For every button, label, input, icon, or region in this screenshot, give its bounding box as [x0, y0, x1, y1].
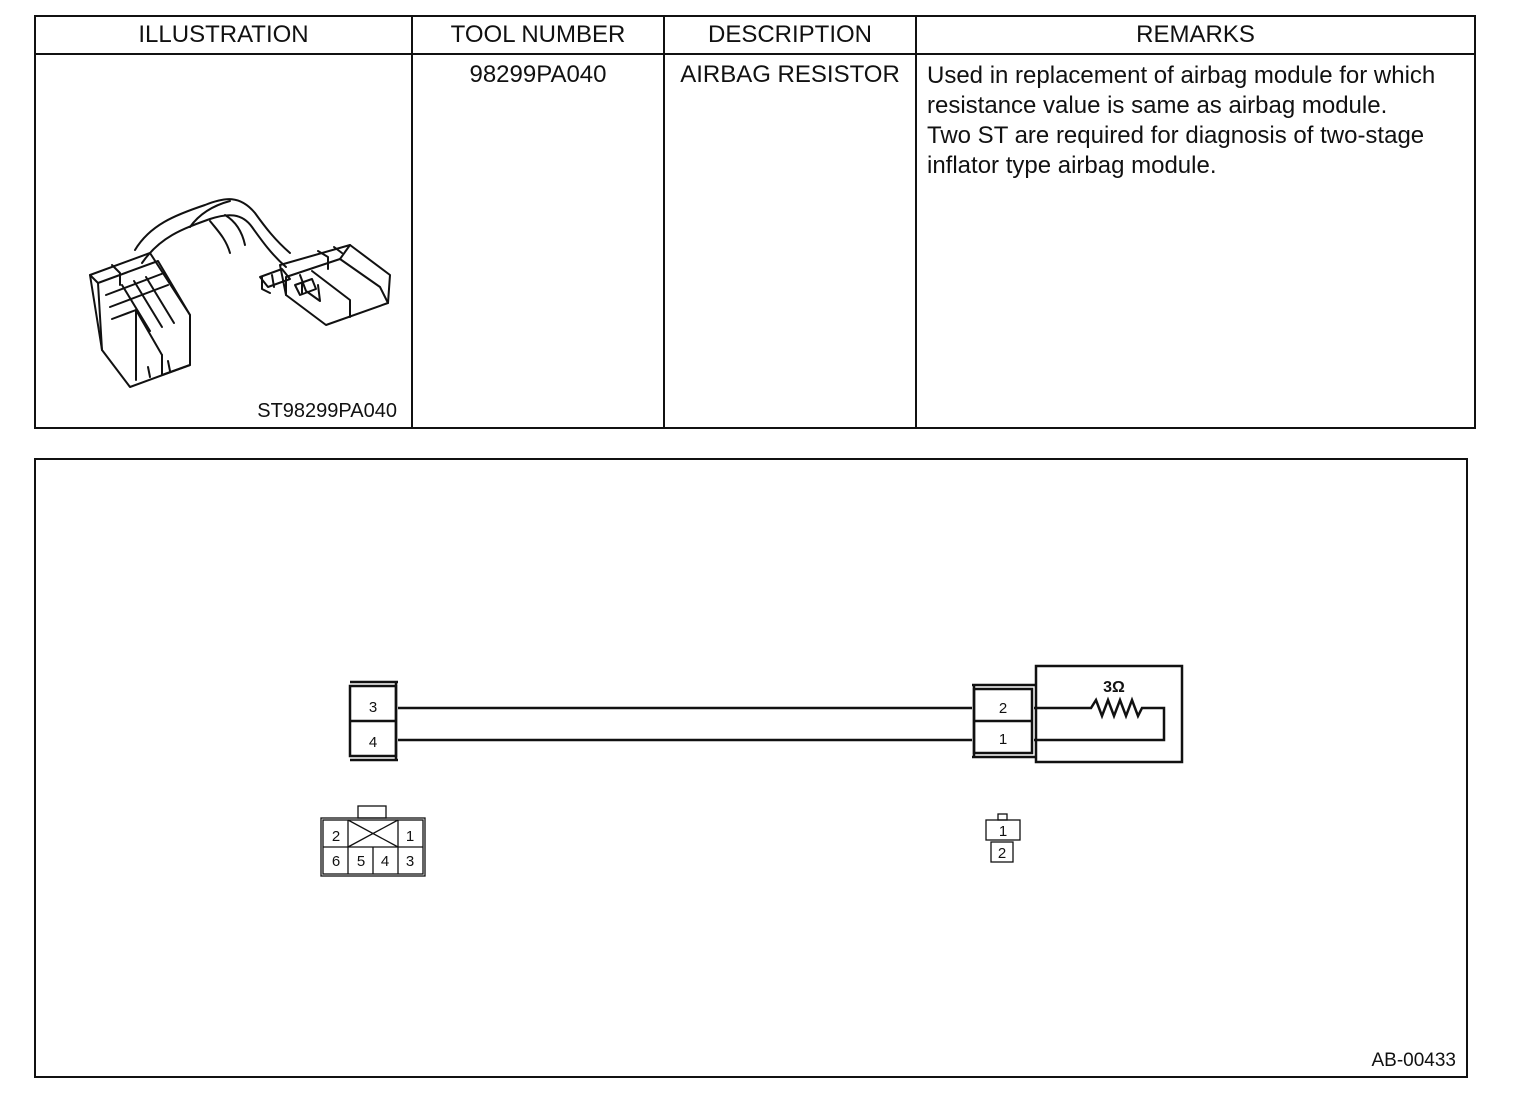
- face-pin-3: 3: [405, 853, 415, 870]
- face-pin-5: 5: [356, 853, 366, 870]
- right-connector-face: [986, 814, 1020, 862]
- wiring-diagram-panel: [34, 458, 1468, 1078]
- diagram-code: AB-00433: [1371, 1050, 1456, 1071]
- face-pin-4: 4: [380, 853, 390, 870]
- table-row: [35, 54, 1475, 428]
- illustration-cell: [35, 54, 412, 428]
- right-connector-pin-bottom: 1: [998, 731, 1008, 748]
- special-tool-table: [34, 15, 1476, 429]
- resistor-label: 3Ω: [1103, 679, 1125, 696]
- tool-number-cell: 98299PA040: [412, 54, 664, 428]
- wiring-diagram: [36, 460, 1466, 1076]
- description-cell: AIRBAG RESISTOR: [664, 54, 916, 428]
- header-tool-number: TOOL NUMBER: [412, 16, 664, 54]
- right-connector-pin-top: 2: [998, 700, 1008, 717]
- face-pin-1: 1: [405, 828, 415, 845]
- left-connector-face: [321, 806, 425, 876]
- left-connector-pin-bottom: 4: [368, 734, 378, 751]
- header-illustration: ILLUSTRATION: [35, 16, 412, 54]
- remarks-cell: [916, 54, 1475, 428]
- illustration-label: ST98299PA040: [257, 400, 397, 422]
- face-pin-2: 2: [331, 828, 341, 845]
- face-pin-6: 6: [331, 853, 341, 870]
- header-description: DESCRIPTION: [664, 16, 916, 54]
- remarks-line-2: Two ST are required for diagnosis of two-stage inflator type airbag module.: [927, 122, 1425, 179]
- table-header-row: [35, 16, 1475, 54]
- airbag-resistor-illustration: [50, 135, 400, 405]
- right-face-pin-1: 1: [998, 823, 1008, 840]
- header-remarks: REMARKS: [916, 16, 1475, 54]
- right-face-pin-2: 2: [997, 845, 1007, 862]
- left-connector-pin-top: 3: [368, 699, 378, 716]
- remarks-line-1: Used in replacement of airbag module for which resistance value is same as airbag module.: [927, 62, 1436, 119]
